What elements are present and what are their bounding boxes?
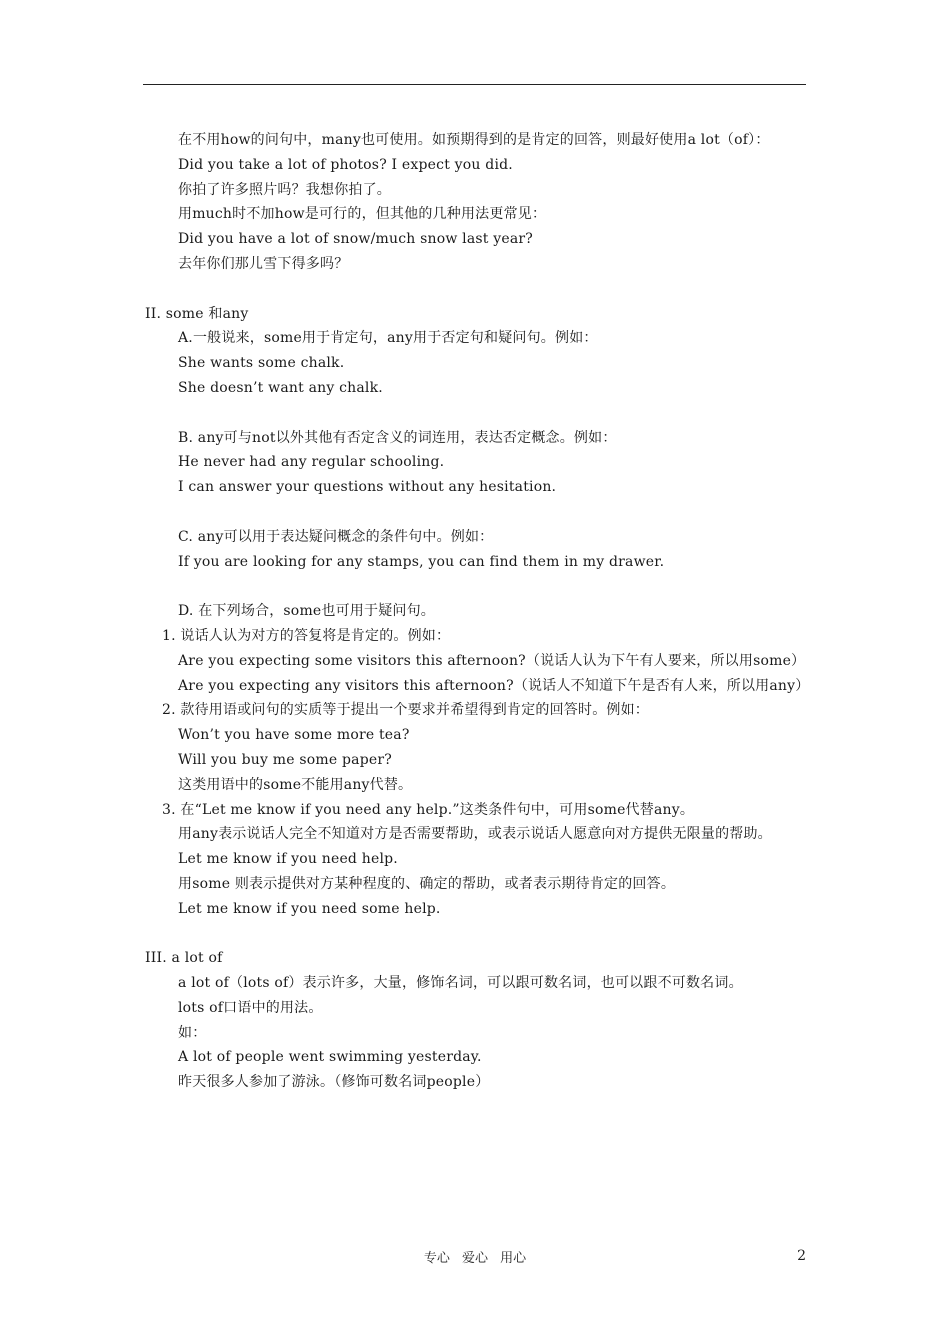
example-sentence: If you are looking for any stamps, you can find them in my drawer. (178, 553, 665, 570)
paragraph: 用much时不加how是可行的，但其他的几种用法更常见： (178, 206, 547, 223)
spacer (145, 277, 807, 302)
example-sentence: Let me know if you need help. (178, 851, 398, 868)
numbered-item-2: 2. 款待用语或问句的实质等于提出一个要求并希望得到肯定的回答时。例如： (162, 702, 650, 719)
paragraph: lots of口语中的用法。 (178, 999, 323, 1016)
paragraph: 用any表示说话人完全不知道对方是否需要帮助，或表示说话人愿意向对方提供无限量的帮助。 (178, 826, 772, 843)
example-sentence: Did you have a lot of snow/much snow last year? (178, 231, 533, 248)
numbered-item-3: 3. 在“Let me know if you need any help.”这类条件句中，可用some代替any。 (162, 801, 695, 818)
example-sentence: She doesn’t want any chalk. (178, 379, 383, 396)
page-number: 2 (797, 1248, 806, 1264)
example-sentence: He never had any regular schooling. (178, 454, 445, 471)
section-heading: III. a lot of (145, 950, 223, 967)
subsection-b: B. any可与not以外其他有否定含义的词连用，表达否定概念。例如： (178, 429, 617, 446)
example-sentence: Are you expecting any visitors this afternoon?（说话人不知道下午是否有人来，所以用any） (178, 677, 810, 694)
numbered-item-1: 1. 说话人认为对方的答复将是肯定的。例如： (162, 627, 451, 644)
paragraph: 用some 则表示提供对方某种程度的、确定的帮助，或者表示期待肯定的回答。 (178, 875, 676, 892)
example-sentence: A lot of people went swimming yesterday. (178, 1049, 482, 1066)
translation: 昨天很多人参加了游泳。（修饰可数名词people） (178, 1074, 490, 1091)
subsection-c: C. any可以用于表达疑问概念的条件句中。例如： (178, 528, 494, 545)
subsection-a: A.一般说来，some用于肯定句，any用于否定句和疑问句。例如： (178, 330, 598, 347)
paragraph: 如： (178, 1024, 207, 1041)
spacer (145, 922, 807, 947)
spacer (145, 574, 807, 599)
example-sentence: Are you expecting some visitors this afternoon?（说话人认为下午有人要来，所以用some） (178, 652, 806, 669)
example-sentence: Won’t you have some more tea? (178, 727, 410, 744)
subsection-d: D. 在下列场合，some也可用于疑问句。 (178, 603, 435, 620)
paragraph: 在不用how的问句中，many也可使用。如预期得到的是肯定的回答，则最好使用a lot（of）： (178, 132, 770, 148)
translation: 你拍了许多照片吗？我想你拍了。 (178, 181, 391, 198)
example-sentence: Will you buy me some paper? (178, 751, 392, 768)
document-body (145, 128, 810, 1095)
header-rule (143, 84, 806, 85)
example-sentence: Let me know if you need some help. (178, 900, 441, 917)
section-heading: II. some 和any (145, 305, 249, 322)
spacer (145, 500, 807, 525)
example-sentence: She wants some chalk. (178, 355, 345, 372)
translation: 去年你们那儿雪下得多吗？ (178, 255, 349, 272)
paragraph: 这类用语中的some不能用any代替。 (178, 776, 413, 793)
paragraph: a lot of（lots of）表示许多，大量，修饰名词，可以跟可数名词，也可以跟不可数名词。 (178, 975, 743, 992)
spacer (145, 401, 807, 426)
footer-motto: 专心 爱心 用心 (423, 1251, 527, 1266)
example-sentence: I can answer your questions without any hesitation. (178, 479, 557, 496)
example-sentence: Did you take a lot of photos? I expect you did. (178, 156, 513, 173)
